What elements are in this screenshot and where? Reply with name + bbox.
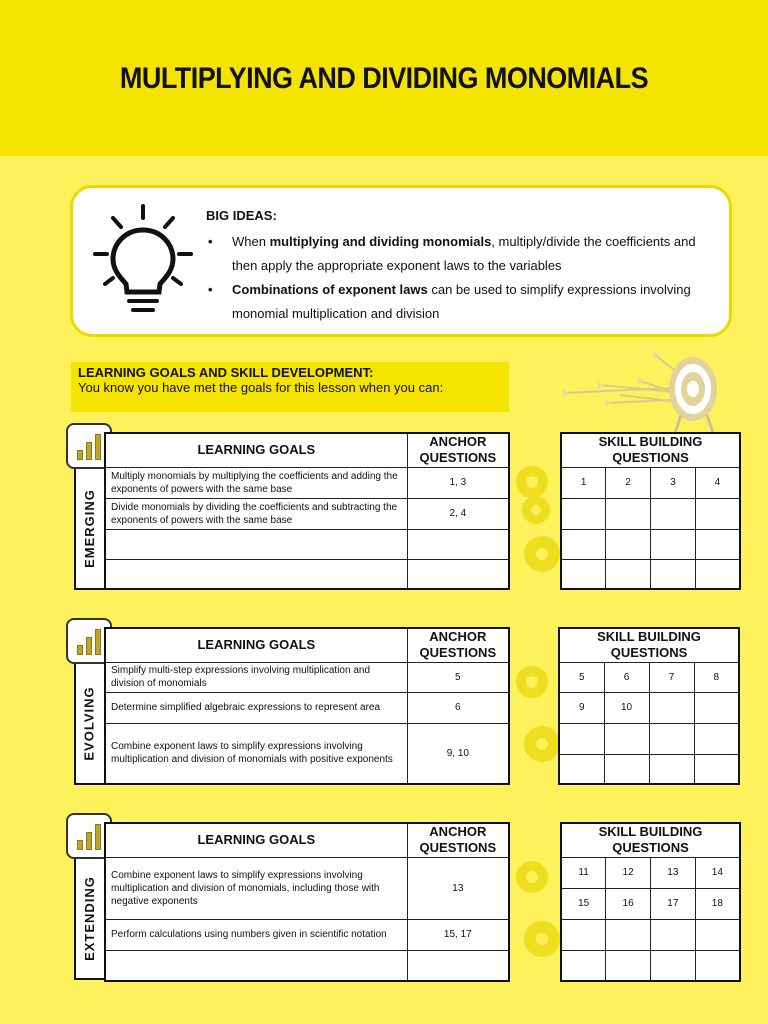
skill-cell (604, 723, 649, 754)
skill-cell (559, 723, 604, 754)
skill-cell: 11 (561, 857, 606, 888)
table-row (559, 662, 739, 692)
table-row (561, 529, 740, 559)
skill-cell: 17 (650, 888, 695, 919)
skill-cell: 16 (606, 888, 651, 919)
section-label-emerging: EMERGING (81, 488, 97, 568)
skill-cell: 3 (650, 467, 695, 498)
learning-goals-table (104, 432, 510, 590)
skill-cell (561, 498, 606, 529)
skill-cell: 18 (695, 888, 740, 919)
skill-building-table (560, 432, 741, 590)
learning-goals-heading: LEARNING GOALS AND SKILL DEVELOPMENT: (78, 365, 374, 380)
section-label-evolving: EVOLVING (81, 685, 97, 761)
anchor-value: 1, 3 (407, 467, 509, 498)
skill-cell: 14 (695, 857, 740, 888)
goal-text: Combine exponent laws to simplify expressions involving multiplication and division of monomials, including those with negative exponents (105, 857, 407, 919)
anchor-value (407, 559, 509, 589)
skill-cell: 9 (559, 692, 604, 723)
table-row (105, 662, 509, 692)
big-idea-item: • When multiplying and dividing monomials, multiply/divide the coefficients and then apply the appropriate exponent laws to the variables (206, 230, 716, 278)
skill-cell (606, 559, 651, 589)
skill-cell: 4 (695, 467, 740, 498)
anchor-value (407, 950, 509, 981)
table-row (105, 498, 509, 529)
skill-cell (561, 559, 606, 589)
table-row (561, 498, 740, 529)
table-row (105, 529, 509, 559)
table-row (105, 559, 509, 589)
skill-cell (694, 754, 739, 784)
skill-cell (650, 919, 695, 950)
goal-text (105, 559, 407, 589)
skill-building-header: SKILL BUILDING QUESTIONS (561, 433, 740, 467)
skill-cell (650, 950, 695, 981)
skill-cell (561, 919, 606, 950)
skill-cell: 5 (559, 662, 604, 692)
anchor-value: 6 (407, 692, 509, 723)
anchor-value: 9, 10 (407, 723, 509, 784)
big-idea-item: • Combinations of exponent laws can be used to simplify expressions involving monomial multiplication and division (206, 278, 716, 326)
skill-cell (561, 529, 606, 559)
skill-cell: 1 (561, 467, 606, 498)
table-row (561, 888, 740, 919)
goal-text: Multiply monomials by multiplying the coefficients and adding the exponents of powers with the same base (105, 467, 407, 498)
gear-icon (510, 855, 554, 921)
skill-cell (606, 529, 651, 559)
table-row (559, 754, 739, 784)
lightbulb-icon (91, 202, 195, 320)
gear-icon (510, 660, 554, 726)
table-row (561, 467, 740, 498)
table-row (105, 857, 509, 919)
table-row (561, 559, 740, 589)
learning-goals-table (104, 627, 510, 785)
skill-cell: 13 (650, 857, 695, 888)
skill-cell (695, 950, 740, 981)
skill-cell: 6 (604, 662, 649, 692)
goal-text: Combine exponent laws to simplify expressions involving multiplication and division of monomials with positive exponents (105, 723, 407, 784)
skill-cell (559, 754, 604, 784)
skill-cell (561, 950, 606, 981)
page-title: MULTIPLYING AND DIVIDING MONOMIALS (119, 62, 649, 95)
skill-building-table (558, 627, 740, 785)
big-ideas-box (70, 185, 732, 337)
target-arrows-icon (555, 345, 745, 435)
big-ideas-list (206, 230, 716, 326)
goal-text: Simplify multi-step expressions involving multiplication and division of monomials (105, 662, 407, 692)
table-row (561, 950, 740, 981)
gear-icon (516, 720, 560, 774)
skill-cell: 12 (606, 857, 651, 888)
table-row (105, 919, 509, 950)
skill-cell: 8 (694, 662, 739, 692)
table-row (559, 723, 739, 754)
skill-building-header: SKILL BUILDING QUESTIONS (561, 823, 740, 857)
skill-building-table (560, 822, 741, 982)
skill-cell (650, 559, 695, 589)
skill-cell (649, 692, 694, 723)
table-row (105, 692, 509, 723)
table-row (561, 857, 740, 888)
skill-cell (694, 723, 739, 754)
skill-cell (606, 919, 651, 950)
table-row (105, 467, 509, 498)
section-label-extending: EXTENDING (81, 875, 97, 961)
skill-cell (606, 498, 651, 529)
anchor-questions-header: ANCHOR QUESTIONS (407, 823, 509, 857)
learning-goals-table (104, 822, 510, 982)
learning-goals-header: LEARNING GOALS (105, 433, 407, 467)
skill-cell (695, 919, 740, 950)
big-ideas-heading: BIG IDEAS: (206, 208, 277, 223)
table-row (105, 950, 509, 981)
anchor-value: 13 (407, 857, 509, 919)
goal-text: Determine simplified algebraic expressions to represent area (105, 692, 407, 723)
anchor-value (407, 529, 509, 559)
table-row (559, 692, 739, 723)
skill-cell: 15 (561, 888, 606, 919)
learning-goals-subtitle: You know you have met the goals for this lesson when you can: (78, 380, 444, 395)
skill-cell (695, 529, 740, 559)
gear-icon (516, 915, 560, 969)
skill-cell: 2 (606, 467, 651, 498)
skill-cell (694, 692, 739, 723)
skill-cell (695, 498, 740, 529)
skill-cell (695, 559, 740, 589)
learning-goals-header (71, 362, 509, 412)
anchor-questions-header: ANCHOR QUESTIONS (407, 433, 509, 467)
skill-cell (604, 754, 649, 784)
skill-cell (650, 498, 695, 529)
anchor-value: 2, 4 (407, 498, 509, 529)
anchor-questions-header: ANCHOR QUESTIONS (407, 628, 509, 662)
skill-cell (606, 950, 651, 981)
table-row (561, 919, 740, 950)
goal-text (105, 950, 407, 981)
skill-cell (650, 529, 695, 559)
gear-icon (516, 530, 560, 584)
gear-icon (510, 460, 554, 526)
skill-cell: 7 (649, 662, 694, 692)
skill-cell (649, 723, 694, 754)
skill-building-header: SKILL BUILDING QUESTIONS (559, 628, 739, 662)
goal-text: Perform calculations using numbers given in scientific notation (105, 919, 407, 950)
learning-goals-header: LEARNING GOALS (105, 628, 407, 662)
skill-cell (649, 754, 694, 784)
table-row (105, 723, 509, 784)
learning-goals-header: LEARNING GOALS (105, 823, 407, 857)
goal-text (105, 529, 407, 559)
anchor-value: 5 (407, 662, 509, 692)
goal-text: Divide monomials by dividing the coefficients and subtracting the exponents of powers with the same base (105, 498, 407, 529)
anchor-value: 15, 17 (407, 919, 509, 950)
skill-cell: 10 (604, 692, 649, 723)
